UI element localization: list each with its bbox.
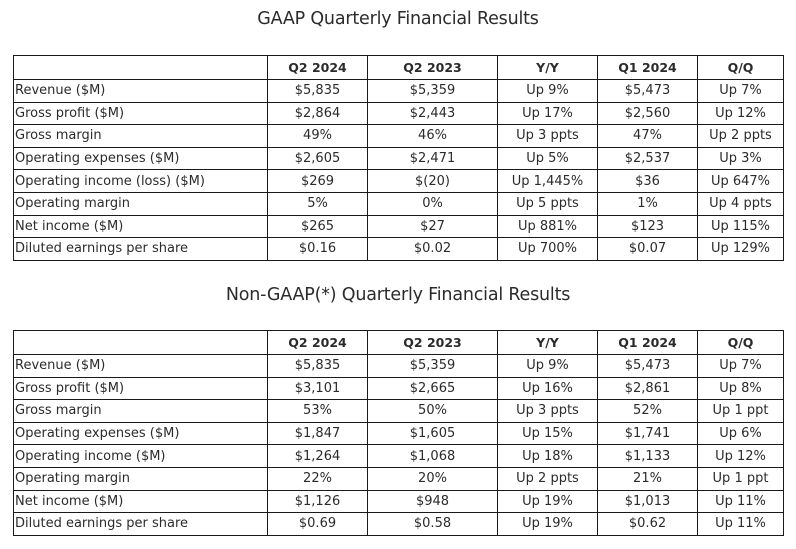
- table-row: [14, 445, 784, 468]
- qq-change-cell: Up 2 ppts: [698, 125, 784, 148]
- metric-label-cell: Gross margin: [14, 400, 268, 423]
- table-row: [14, 422, 784, 445]
- gaap-results-table: [13, 55, 784, 261]
- table-header-row: [14, 56, 784, 80]
- header-cell-qq: Q/Q: [698, 331, 784, 355]
- q2-2024-cell: $1,264: [268, 445, 368, 468]
- qq-change-cell: Up 1 ppt: [698, 467, 784, 490]
- q2-2024-cell: $269: [268, 170, 368, 193]
- q2-2023-cell: $948: [368, 490, 498, 513]
- yy-change-cell: Up 3 ppts: [498, 125, 598, 148]
- header-cell-q2-2024: Q2 2024: [268, 56, 368, 80]
- metric-label-cell: Diluted earnings per share: [14, 238, 268, 261]
- qq-change-cell: Up 647%: [698, 170, 784, 193]
- yy-change-cell: Up 17%: [498, 102, 598, 125]
- q2-2024-cell: $2,605: [268, 147, 368, 170]
- q2-2024-cell: 49%: [268, 125, 368, 148]
- yy-change-cell: Up 5%: [498, 147, 598, 170]
- q2-2023-cell: 50%: [368, 400, 498, 423]
- yy-change-cell: Up 3 ppts: [498, 400, 598, 423]
- q2-2024-cell: 5%: [268, 192, 368, 215]
- header-cell-q2-2024: Q2 2024: [268, 331, 368, 355]
- metric-label-cell: Net income ($M): [14, 490, 268, 513]
- q1-2024-cell: $1,013: [598, 490, 698, 513]
- q2-2024-cell: $5,835: [268, 80, 368, 103]
- table-row: [14, 215, 784, 238]
- table-row: [14, 400, 784, 423]
- qq-change-cell: Up 11%: [698, 513, 784, 536]
- yy-change-cell: Up 881%: [498, 215, 598, 238]
- yy-change-cell: Up 9%: [498, 355, 598, 378]
- table-row: [14, 377, 784, 400]
- qq-change-cell: Up 6%: [698, 422, 784, 445]
- header-cell-q2-2023: Q2 2023: [368, 331, 498, 355]
- metric-label-cell: Gross profit ($M): [14, 377, 268, 400]
- metric-label-cell: Diluted earnings per share: [14, 513, 268, 536]
- qq-change-cell: Up 7%: [698, 80, 784, 103]
- q1-2024-cell: $1,741: [598, 422, 698, 445]
- q2-2023-cell: $0.02: [368, 238, 498, 261]
- qq-change-cell: Up 12%: [698, 102, 784, 125]
- q2-2024-cell: $1,126: [268, 490, 368, 513]
- qq-change-cell: Up 11%: [698, 490, 784, 513]
- qq-change-cell: Up 115%: [698, 215, 784, 238]
- table-row: [14, 147, 784, 170]
- q2-2024-cell: $3,101: [268, 377, 368, 400]
- metric-label-cell: Revenue ($M): [14, 80, 268, 103]
- header-cell-metric: [14, 56, 268, 80]
- q1-2024-cell: 47%: [598, 125, 698, 148]
- qq-change-cell: Up 8%: [698, 377, 784, 400]
- non-gaap-table-title: Non-GAAP(*) Quarterly Financial Results: [225, 285, 571, 305]
- q2-2023-cell: $0.58: [368, 513, 498, 536]
- q2-2024-cell: $2,864: [268, 102, 368, 125]
- qq-change-cell: Up 7%: [698, 355, 784, 378]
- q2-2023-cell: $27: [368, 215, 498, 238]
- q2-2024-cell: $1,847: [268, 422, 368, 445]
- q1-2024-cell: 52%: [598, 400, 698, 423]
- table-row: [14, 355, 784, 378]
- metric-label-cell: Operating expenses ($M): [14, 422, 268, 445]
- q1-2024-cell: $36: [598, 170, 698, 193]
- yy-change-cell: Up 19%: [498, 490, 598, 513]
- header-cell-yy: Y/Y: [498, 331, 598, 355]
- header-cell-qq: Q/Q: [698, 56, 784, 80]
- q2-2023-cell: $2,443: [368, 102, 498, 125]
- q2-2024-cell: $0.69: [268, 513, 368, 536]
- yy-change-cell: Up 15%: [498, 422, 598, 445]
- yy-change-cell: Up 16%: [498, 377, 598, 400]
- metric-label-cell: Operating income ($M): [14, 445, 268, 468]
- q1-2024-cell: $2,560: [598, 102, 698, 125]
- q2-2023-cell: $1,068: [368, 445, 498, 468]
- header-cell-q1-2024: Q1 2024: [598, 331, 698, 355]
- q2-2023-cell: 0%: [368, 192, 498, 215]
- yy-change-cell: Up 700%: [498, 238, 598, 261]
- qq-change-cell: Up 4 ppts: [698, 192, 784, 215]
- q2-2023-cell: $5,359: [368, 355, 498, 378]
- non-gaap-results-table: [13, 330, 784, 536]
- q1-2024-cell: $0.62: [598, 513, 698, 536]
- q1-2024-cell: $5,473: [598, 355, 698, 378]
- yy-change-cell: Up 1,445%: [498, 170, 598, 193]
- header-cell-q1-2024: Q1 2024: [598, 56, 698, 80]
- header-cell-q2-2023: Q2 2023: [368, 56, 498, 80]
- yy-change-cell: Up 18%: [498, 445, 598, 468]
- q2-2024-cell: 53%: [268, 400, 368, 423]
- qq-change-cell: Up 12%: [698, 445, 784, 468]
- metric-label-cell: Gross margin: [14, 125, 268, 148]
- table-row: [14, 125, 784, 148]
- q1-2024-cell: $2,537: [598, 147, 698, 170]
- table-row: [14, 513, 784, 536]
- q1-2024-cell: $2,861: [598, 377, 698, 400]
- metric-label-cell: Operating margin: [14, 467, 268, 490]
- table-header-row: [14, 331, 784, 355]
- metric-label-cell: Net income ($M): [14, 215, 268, 238]
- metric-label-cell: Operating income (loss) ($M): [14, 170, 268, 193]
- table-row: [14, 490, 784, 513]
- gaap-table-title: GAAP Quarterly Financial Results: [257, 9, 539, 29]
- header-cell-yy: Y/Y: [498, 56, 598, 80]
- q2-2023-cell: 20%: [368, 467, 498, 490]
- q1-2024-cell: 21%: [598, 467, 698, 490]
- q2-2023-cell: $(20): [368, 170, 498, 193]
- table-row: [14, 467, 784, 490]
- yy-change-cell: Up 5 ppts: [498, 192, 598, 215]
- q2-2023-cell: $1,605: [368, 422, 498, 445]
- metric-label-cell: Revenue ($M): [14, 355, 268, 378]
- q1-2024-cell: 1%: [598, 192, 698, 215]
- table-row: [14, 238, 784, 261]
- metric-label-cell: Operating expenses ($M): [14, 147, 268, 170]
- header-cell-metric: [14, 331, 268, 355]
- qq-change-cell: Up 3%: [698, 147, 784, 170]
- qq-change-cell: Up 1 ppt: [698, 400, 784, 423]
- table-row: [14, 102, 784, 125]
- q1-2024-cell: $1,133: [598, 445, 698, 468]
- q2-2023-cell: $5,359: [368, 80, 498, 103]
- q2-2024-cell: $265: [268, 215, 368, 238]
- qq-change-cell: Up 129%: [698, 238, 784, 261]
- q1-2024-cell: $123: [598, 215, 698, 238]
- q2-2024-cell: $0.16: [268, 238, 368, 261]
- metric-label-cell: Operating margin: [14, 192, 268, 215]
- q1-2024-cell: $5,473: [598, 80, 698, 103]
- yy-change-cell: Up 2 ppts: [498, 467, 598, 490]
- q2-2024-cell: 22%: [268, 467, 368, 490]
- q1-2024-cell: $0.07: [598, 238, 698, 261]
- table-row: [14, 80, 784, 103]
- q2-2023-cell: $2,471: [368, 147, 498, 170]
- q2-2023-cell: $2,665: [368, 377, 498, 400]
- table-row: [14, 192, 784, 215]
- yy-change-cell: Up 19%: [498, 513, 598, 536]
- metric-label-cell: Gross profit ($M): [14, 102, 268, 125]
- table-row: [14, 170, 784, 193]
- q2-2023-cell: 46%: [368, 125, 498, 148]
- q2-2024-cell: $5,835: [268, 355, 368, 378]
- yy-change-cell: Up 9%: [498, 80, 598, 103]
